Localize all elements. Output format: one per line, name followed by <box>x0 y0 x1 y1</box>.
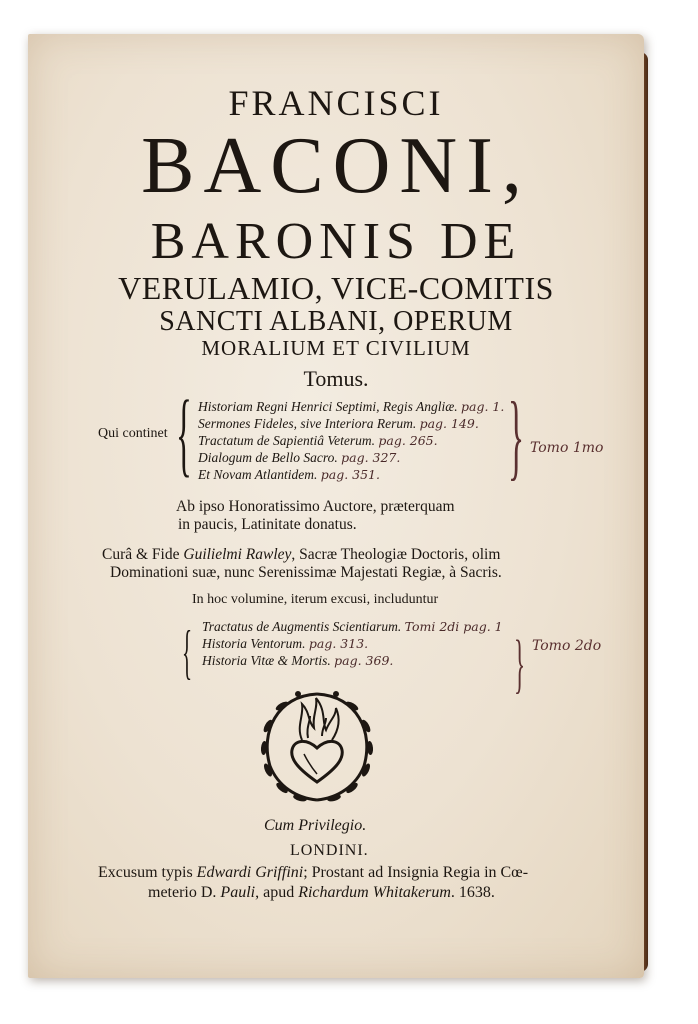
author-surname: BACONI, <box>141 122 531 210</box>
title-baronis: BARONIS DE <box>150 213 522 270</box>
list-item: Historia Vitæ & Mortis. pag. 369. <box>202 653 394 668</box>
list-item: Historia Ventorum. pag. 313. <box>202 636 369 651</box>
contents-list-1 <box>198 398 504 483</box>
right-brace-2: } <box>514 627 526 700</box>
imprint-line-1: Excusum typis Edwardi Griffini; Prostant ad Insignia Regia in Cœ- <box>98 864 529 881</box>
left-brace-1: { <box>176 382 192 486</box>
in-hoc-line: In hoc volumine, iterum excusi, includuntur <box>192 592 439 607</box>
list-item: Dialogum de Bello Sacro. pag. 327. <box>198 450 401 465</box>
left-brace-2: { <box>182 619 193 685</box>
list-item: Et Novam Atlantidem. pag. 351. <box>198 467 380 482</box>
cura-line-1: Curâ & Fide Guilielmi Rawley, Sacræ Theologiæ Doctoris, olim <box>102 546 501 563</box>
flaming-heart-device-icon <box>252 682 382 806</box>
cum-privilegio: Cum Privilegio. <box>264 817 367 834</box>
list-item: Historiam Regni Henrici Septimi, Regis Angliæ. pag. 1. <box>198 399 505 414</box>
list-item: Tractatum de Sapientiâ Veterum. pag. 265. <box>198 433 438 448</box>
author-first-name: FRANCISCI <box>228 83 444 123</box>
contents-list-2 <box>202 618 503 669</box>
ab-ipso-line-1: Ab ipso Honoratissimo Auctore, præterquam <box>176 498 455 515</box>
title-page <box>28 34 644 978</box>
title-sancti-albani: SANCTI ALBANI, OPERUM <box>159 306 513 337</box>
imprint-line-2: meterio D. Pauli, apud Richardum Whitakerum. 1638. <box>148 884 495 901</box>
title-moralium: MORALIUM ET CIVILIUM <box>201 336 471 360</box>
list-item: Sermones Fideles, sive Interiora Rerum. pag. 149. <box>198 416 479 431</box>
cura-line-2: Dominationi suæ, nunc Serenissimæ Majestati Regiæ, à Sacris. <box>110 564 502 581</box>
londini: LONDINI. <box>290 842 369 859</box>
tomus-label: Tomus. <box>303 366 369 391</box>
title-verulamio: VERULAMIO, VICE-COMITIS <box>118 270 554 306</box>
list-item: Tractatus de Augmentis Scientiarum. Tomi 2di pag. 1 <box>202 619 503 634</box>
right-brace-1: } <box>508 382 525 489</box>
handwritten-note-tomo-2: Tomo 2do <box>532 638 602 654</box>
ab-ipso-line-2: in paucis, Latinitate donatus. <box>178 516 357 533</box>
qui-continet-label: Qui continet <box>98 426 168 441</box>
handwritten-note-tomo-1: Tomo 1mo <box>530 440 604 456</box>
